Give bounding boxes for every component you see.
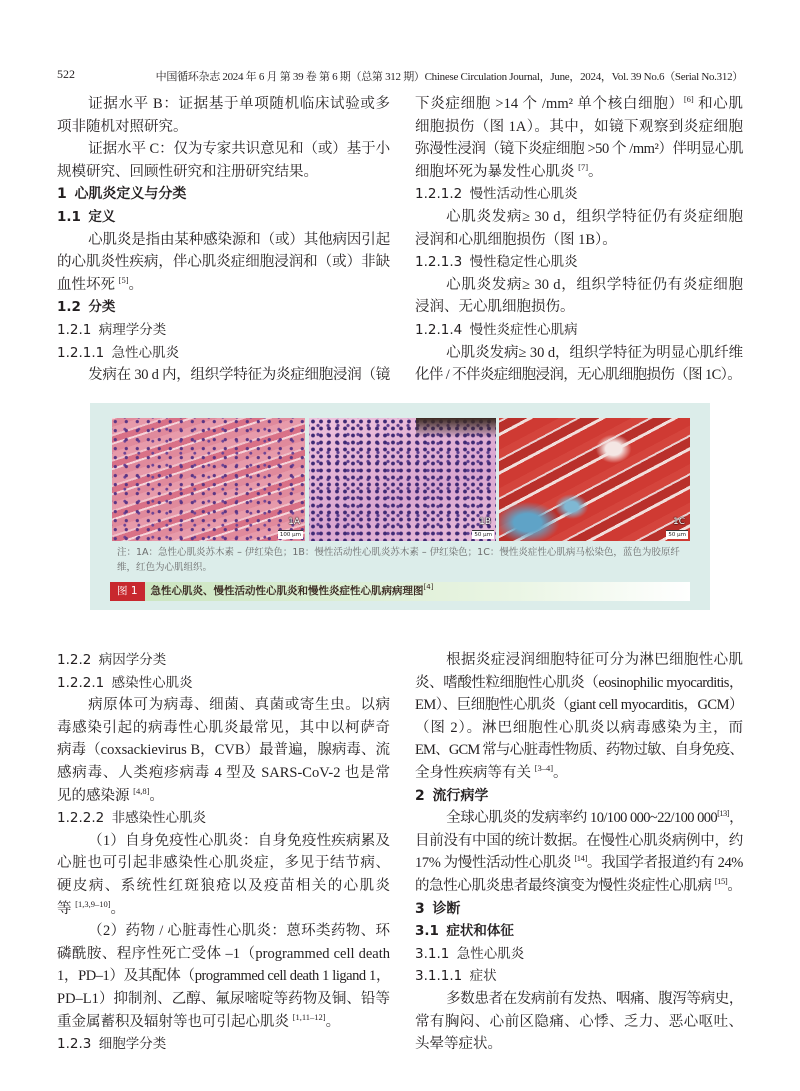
top-left-column: [57, 93, 390, 387]
section-heading: [57, 296, 390, 319]
figure-caption: [110, 582, 690, 601]
text-line: [415, 274, 743, 297]
text-line: [57, 138, 390, 161]
section-title: 非感染性心肌炎: [111, 810, 207, 827]
citation-superscript: [13]: [717, 808, 729, 819]
section-title: 慢性稳定性心肌炎: [469, 254, 578, 271]
text-line: [415, 717, 743, 740]
section-title: 感染性心肌炎: [111, 674, 193, 691]
text-run: 。: [588, 163, 603, 180]
text-run: （2）药物 / 心脏毒性心肌炎：蒽环类药物、环: [88, 923, 390, 940]
section-number: 3.1.1.1: [415, 968, 463, 985]
section-number: 1.2.1.1: [57, 344, 105, 361]
section-number: 1.1: [57, 208, 81, 225]
paragraph: [415, 649, 743, 785]
section-heading: [57, 183, 390, 206]
paragraph: [415, 988, 743, 1056]
text-run: 证据水平 B：证据基于单项随机临床试验或多: [88, 96, 390, 112]
text-line: [57, 274, 390, 297]
text-run: 炎、嗜酸性粒细胞性心肌炎（eosinophilic myocarditis，: [415, 674, 743, 691]
text-line: [57, 93, 390, 116]
paragraph: [415, 93, 743, 183]
text-run: 。我国学者报道约有 24%: [586, 855, 743, 872]
section-title: 诊断: [432, 900, 461, 917]
text-line: [57, 852, 390, 875]
text-run: 。: [110, 900, 126, 917]
text-line: [57, 251, 390, 274]
text-line: [57, 988, 390, 1011]
section-heading: [57, 672, 390, 695]
paragraph: [57, 138, 390, 183]
section-heading: [415, 183, 743, 206]
section-heading: [57, 807, 390, 830]
text-line: [415, 116, 743, 139]
text-line: [57, 694, 390, 717]
section-heading: [415, 943, 743, 966]
text-run: 。: [553, 764, 568, 781]
text-line: [415, 807, 743, 830]
section-number: 3.1: [415, 923, 439, 940]
text-line: [57, 875, 390, 898]
section-number: 3: [415, 900, 425, 917]
text-line: [415, 93, 743, 116]
text-run: 血性坏死: [57, 276, 119, 293]
figure-1b-image: [309, 418, 496, 541]
text-run: 毒感染引起的病毒性心肌炎最常见，其中以柯萨奇: [57, 719, 390, 736]
paragraph: [57, 830, 390, 920]
text-run: （1）自身免疫性心肌炎：自身免疫性疾病累及: [88, 832, 390, 849]
scale-bar: 50 μm: [668, 532, 686, 538]
citation-superscript: [7]: [578, 161, 589, 172]
section-heading: [57, 206, 390, 229]
section-heading: [415, 785, 743, 808]
panel-label: 1B: [479, 517, 491, 527]
figure-1: [90, 403, 710, 610]
text-line: [415, 161, 743, 184]
section-title: 病因学分类: [98, 652, 167, 668]
text-run: 头晕等症状。: [415, 1036, 502, 1053]
paragraph: [415, 807, 743, 897]
text-line: [415, 229, 743, 252]
text-line: [415, 830, 743, 853]
citation-superscript: [4]: [423, 583, 434, 591]
citation-superscript: [1,3,9–10]: [75, 898, 111, 909]
text-run: 全身性疾病等有关: [415, 764, 535, 781]
citation-superscript: [1,11–12]: [292, 1011, 326, 1022]
citation-superscript: [5]: [118, 274, 129, 285]
text-run: 重金属蓄积及辐射等也可引起心肌炎: [57, 1013, 293, 1030]
section-number: 1.2.2.2: [57, 810, 105, 827]
section-title: 急性心肌炎: [456, 945, 525, 962]
figure-note-line: 维，红色为心肌组织。: [117, 561, 213, 573]
panel-label: 1C: [672, 517, 685, 527]
section-number: 1.2.1: [57, 321, 92, 338]
text-run: 心脏也可引起非感染性心肌炎症，多见于结节病、: [57, 855, 390, 872]
text-run: （图 2）。淋巴细胞性心肌炎以病毒感染为主，而: [415, 719, 743, 736]
section-heading: [415, 319, 743, 342]
text-run: 心肌炎发病≥ 30 d，组织学特征仍有炎症细胞: [446, 276, 743, 293]
text-line: [57, 830, 390, 853]
paragraph: [57, 364, 390, 387]
text-line: [57, 785, 390, 808]
section-title: 细胞学分类: [98, 1036, 167, 1053]
section-number: 1.2.3: [57, 1036, 92, 1053]
figure-note: [117, 546, 687, 575]
section-title: 慢性活动性心肌炎: [469, 186, 578, 203]
section-heading: [415, 251, 743, 274]
section-number: 1.2: [57, 299, 81, 316]
text-run: 和心肌: [693, 96, 743, 112]
text-run: 常有胸闷、心前区隐痛、心悸、乏力、恶心呕吐、: [415, 1013, 743, 1030]
text-run: 发病在 30 d 内，组织学特征为炎症细胞浸润（镜: [88, 367, 390, 384]
text-line: [415, 988, 743, 1011]
section-title: 定义: [88, 208, 116, 225]
section-number: 1.2.1.4: [415, 321, 463, 338]
text-run: 硬皮病、系统性红斑狼疮以及疫苗相关的心肌炎: [57, 877, 390, 894]
text-run: 。: [325, 1013, 341, 1030]
section-title: 病理学分类: [98, 321, 167, 338]
section-heading: [57, 319, 390, 342]
section-number: 1.2.1.3: [415, 254, 463, 271]
text-run: 17% 为慢性活动性心肌炎: [415, 855, 575, 872]
text-run: 浸润、无心肌细胞损伤。: [415, 299, 575, 316]
text-run: 。: [727, 877, 742, 894]
text-line: [415, 364, 743, 387]
text-run: 的心肌炎性疾病，伴心肌炎症细胞浸润和（或）非缺: [57, 254, 390, 271]
top-right-column: [415, 93, 743, 387]
citation-superscript: [6]: [683, 94, 694, 104]
text-run: 项非随机对照研究。: [57, 118, 188, 135]
citation-superscript: [3–4]: [534, 762, 554, 773]
scale-bar: 100 μm: [279, 532, 301, 538]
figure-note-line: 注：1A：急性心肌炎苏木素 – 伊红染色；1B：慢性活动性心肌炎苏木素 – 伊红染色；1C：慢性炎症性心肌病马松染色，蓝色为胶原纤: [117, 547, 680, 558]
text-line: [57, 762, 390, 785]
text-run: 。: [149, 787, 164, 804]
section-heading: [415, 965, 743, 988]
text-line: [415, 206, 743, 229]
text-line: [415, 694, 743, 717]
text-line: [57, 898, 390, 921]
text-line: [57, 920, 390, 943]
text-line: [415, 138, 743, 161]
section-title: 症状: [469, 968, 497, 985]
text-run: 证据水平 C：仅为专家共识意见和（或）基于小: [88, 141, 390, 158]
section-number: 1.2.2.1: [57, 674, 105, 691]
paragraph: [415, 206, 743, 251]
citation-superscript: [15]: [714, 875, 728, 886]
text-run: 根据炎症浸润细胞特征可分为淋巴细胞性心肌: [446, 652, 743, 668]
citation-superscript: [14]: [574, 853, 587, 864]
text-run: 等: [57, 900, 76, 917]
citation-superscript: [4,8]: [133, 785, 150, 796]
text-run: 细胞坏死为暴发性心肌炎: [415, 163, 579, 180]
text-run: EM、GCM 常与心脏毒性物质、药物过敏、自身免疫、: [415, 742, 743, 759]
section-number: 3.1.1: [415, 945, 450, 962]
text-run: 心肌炎是指由某种感染源和（或）其他病因引起: [88, 231, 390, 248]
text-line: [415, 1033, 743, 1056]
page-number: 522: [57, 67, 75, 81]
text-run: 的急性心肌炎患者最终演变为慢性炎症性心肌病: [415, 877, 715, 894]
text-run: 1，PD–1）及其配体（programmed cell death 1 ligand 1，: [57, 968, 390, 985]
text-run: 病原体可为病毒、细菌、真菌或寄生虫。以病: [88, 697, 390, 714]
section-heading: [57, 342, 390, 365]
text-run: 心肌炎发病≥ 30 d，组织学特征为明显心肌纤维: [446, 344, 743, 361]
text-run: 下炎症细胞 >14 个 /mm² 单个核白细胞）: [415, 96, 684, 112]
text-line: [57, 739, 390, 762]
section-title: 急性心肌炎: [111, 344, 180, 361]
paragraph: [57, 229, 390, 297]
text-run: 目前没有中国的统计数据。在慢性心肌炎病例中，约: [415, 832, 743, 849]
bottom-right-column: [415, 649, 743, 1056]
section-title: 慢性炎症性心肌病: [469, 321, 578, 338]
section-heading: [57, 649, 390, 672]
paragraph: [57, 93, 390, 138]
text-line: [57, 364, 390, 387]
text-run: 化伴 / 不伴炎症细胞浸润，无心肌细胞损伤（图 1C）。: [415, 367, 742, 384]
text-line: [415, 762, 743, 785]
text-line: [57, 116, 390, 139]
section-number: 1.2.2: [57, 652, 92, 668]
text-line: [415, 296, 743, 319]
text-run: 感病毒、人类疱疹病毒 4 型及 SARS-CoV-2 也是常: [57, 764, 390, 781]
text-line: [415, 852, 743, 875]
text-line: [57, 943, 390, 966]
text-line: [415, 649, 743, 672]
scale-bar: 50 μm: [474, 532, 492, 538]
paragraph: [57, 920, 390, 1033]
section-number: 1: [57, 186, 67, 203]
section-title: 症状和体征: [446, 923, 514, 940]
text-line: [57, 1011, 390, 1034]
figure-caption-label: 图 1: [110, 582, 145, 601]
text-line: [57, 717, 390, 740]
text-run: 浸润和心肌细胞损伤（图 1B）。: [415, 231, 617, 248]
text-run: 见的感染源: [57, 787, 134, 804]
text-run: 全球心肌炎的发病率约 10/100 000~22/100 000: [446, 810, 718, 827]
section-title: 心肌炎定义与分类: [74, 186, 187, 203]
text-line: [415, 342, 743, 365]
paragraph: [415, 274, 743, 319]
paragraph: [415, 342, 743, 387]
section-title: 流行病学: [432, 787, 489, 804]
tissue-dark-region: [416, 418, 496, 438]
section-title: 分类: [88, 299, 116, 316]
text-run: ，: [728, 810, 743, 827]
section-heading: [415, 920, 743, 943]
paragraph: [57, 694, 390, 807]
text-line: [57, 229, 390, 252]
text-run: 。: [128, 276, 144, 293]
figure-1c-image: [499, 418, 690, 541]
text-run: 病毒（coxsackievirus B，CVB）最普遍，腺病毒、流: [57, 742, 390, 759]
section-heading: [57, 1033, 390, 1056]
text-run: 磷酰胺、程序性死亡受体 –1（programmed cell death: [57, 945, 390, 962]
text-run: 心肌炎发病≥ 30 d，组织学特征仍有炎症细胞: [446, 208, 743, 225]
section-number: 1.2.1.2: [415, 186, 463, 203]
section-number: 2: [415, 787, 425, 804]
section-heading: [415, 898, 743, 921]
text-line: [415, 672, 743, 695]
figure-1a-image: [112, 418, 305, 541]
text-run: PD–L1）抑制剂、乙醇、氟尿嘧啶等药物及铜、铅等: [57, 990, 390, 1007]
text-run: 弥漫性浸润（镜下炎症细胞 >50 个 /mm²）伴明显心肌: [415, 141, 743, 158]
running-head: 中国循环杂志 2024 年 6 月 第 39 卷 第 6 期（总第 312 期）Chinese Circulation Journal，June，2024，Vol. 39 No.6（Serial No.312）: [155, 71, 743, 83]
bottom-left-column: [57, 649, 390, 1056]
figure-caption-text: 急性心肌炎、慢性活动性心肌炎和慢性炎症性心肌病病理图: [150, 585, 424, 597]
text-run: 细胞损伤（图 1A）。其中，如镜下观察到炎症细胞: [415, 118, 743, 135]
text-run: 多数患者在发病前有发热、咽痛、腹泻等病史，: [446, 990, 743, 1007]
text-line: [415, 875, 743, 898]
text-line: [57, 965, 390, 988]
text-line: [415, 739, 743, 762]
text-line: [57, 161, 390, 184]
panel-label: 1A: [288, 517, 300, 527]
text-run: 规模研究、回顾性研究和注册研究结果。: [57, 163, 318, 180]
text-run: EM）、巨细胞性心肌炎（giant cell myocarditis，GCM）: [415, 697, 743, 714]
text-line: [415, 1011, 743, 1034]
